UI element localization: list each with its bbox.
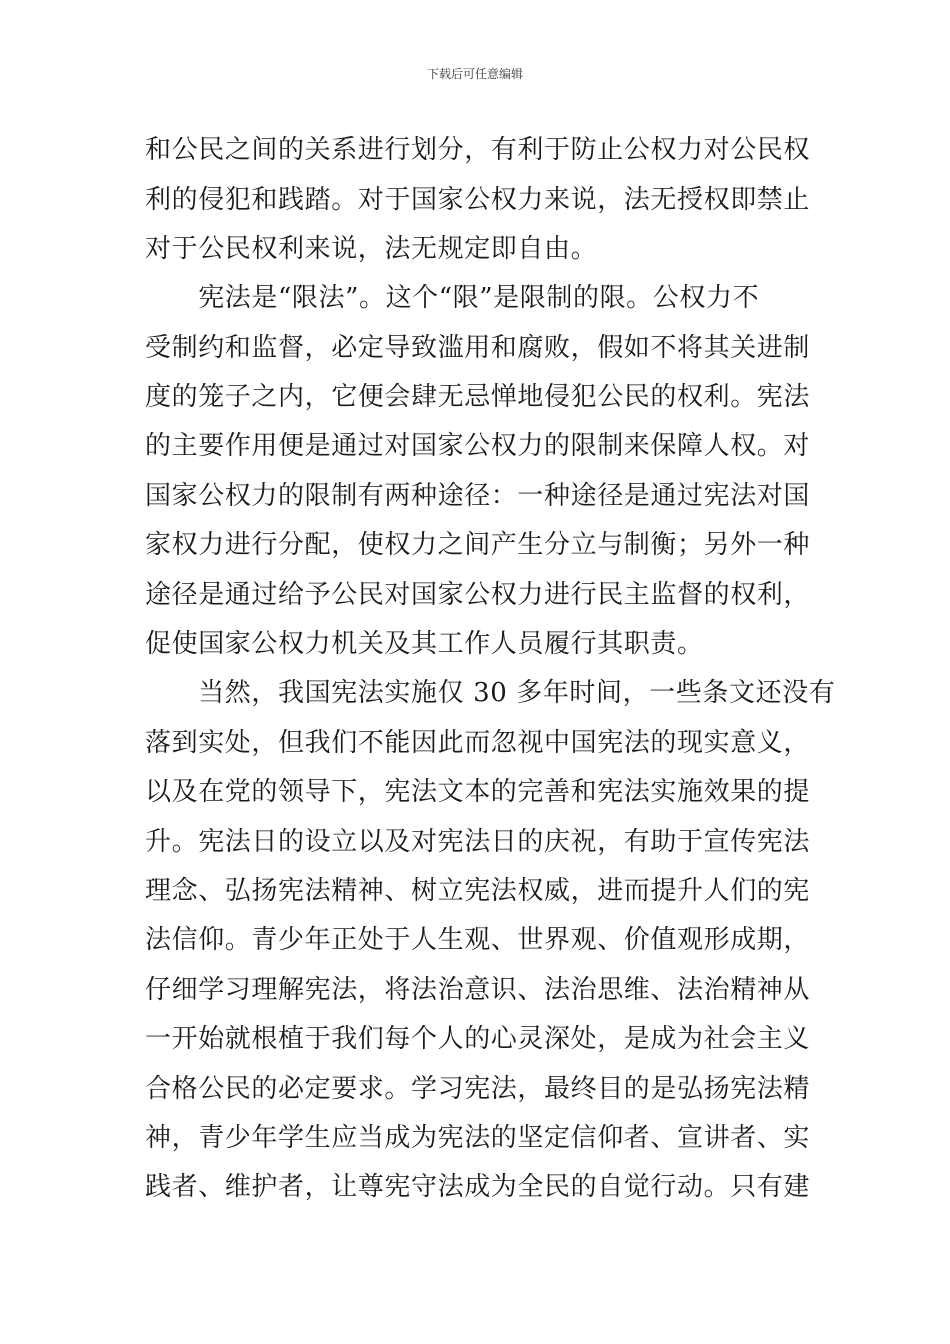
text-line: 途径是通过给予公民对国家公权力进行民主监督的权利， [145,580,811,610]
text-line: 法信仰。青少年正处于人生观、世界观、价值观形成期， [145,925,811,955]
text-line: 以及在党的领导下，宪法文本的完善和宪法实施效果的提 [145,777,811,807]
text-line: 促使国家公权力机关及其工作人员履行其职责。 [145,629,704,659]
page-header-note: 下载后可任意编辑 [426,67,523,81]
text-line: 升。宪法日的设立以及对宪法日的庆祝，有助于宣传宪法 [145,827,811,857]
text-line: 神，青少年学生应当成为宪法的坚定信仰者、宣讲者、实 [145,1123,811,1153]
text-line: 受制约和监督，必定导致滥用和腐败，假如不将其关进制 [145,333,811,363]
text-line: 理念、弘扬宪法精神、树立宪法权威，进而提升人们的宪 [145,876,811,906]
text-line: 宪法是“限法”。这个“限”是限制的限。公权力不 [145,283,760,313]
text-line: 当然，我国宪法实施仅 30 多年时间，一些条文还没有 [145,678,836,708]
text-line: 国家公权力的限制有两种途径：一种途径是通过宪法对国 [145,481,811,511]
text-line: 践者、维护者，让尊宪守法成为全民的自觉行动。只有建 [145,1172,811,1202]
text-line: 的主要作用便是通过对国家公权力的限制来保障人权。对 [145,431,811,461]
text-line: 一开始就根植于我们每个人的心灵深处，是成为社会主义 [145,1024,811,1054]
text-line: 仔细学习理解宪法，将法治意识、法治思维、法治精神从 [145,975,811,1005]
text-line: 合格公民的必定要求。学习宪法，最终目的是弘扬宪法精 [145,1074,811,1104]
text-line: 对于公民权利来说，法无规定即自由。 [145,234,598,264]
text-line: 和公民之间的关系进行划分，有利于防止公权力对公民权 [145,135,811,165]
text-line: 家权力进行分配，使权力之间产生分立与制衡；另外一种 [145,530,811,560]
text-line: 利的侵犯和践踏。对于国家公权力来说，法无授权即禁止 [145,185,811,215]
text-line: 落到实处，但我们不能因此而忽视中国宪法的现实意义， [145,728,811,758]
text-line: 度的笼子之内，它便会肆无忌惮地侵犯公民的权利。宪法 [145,382,811,412]
